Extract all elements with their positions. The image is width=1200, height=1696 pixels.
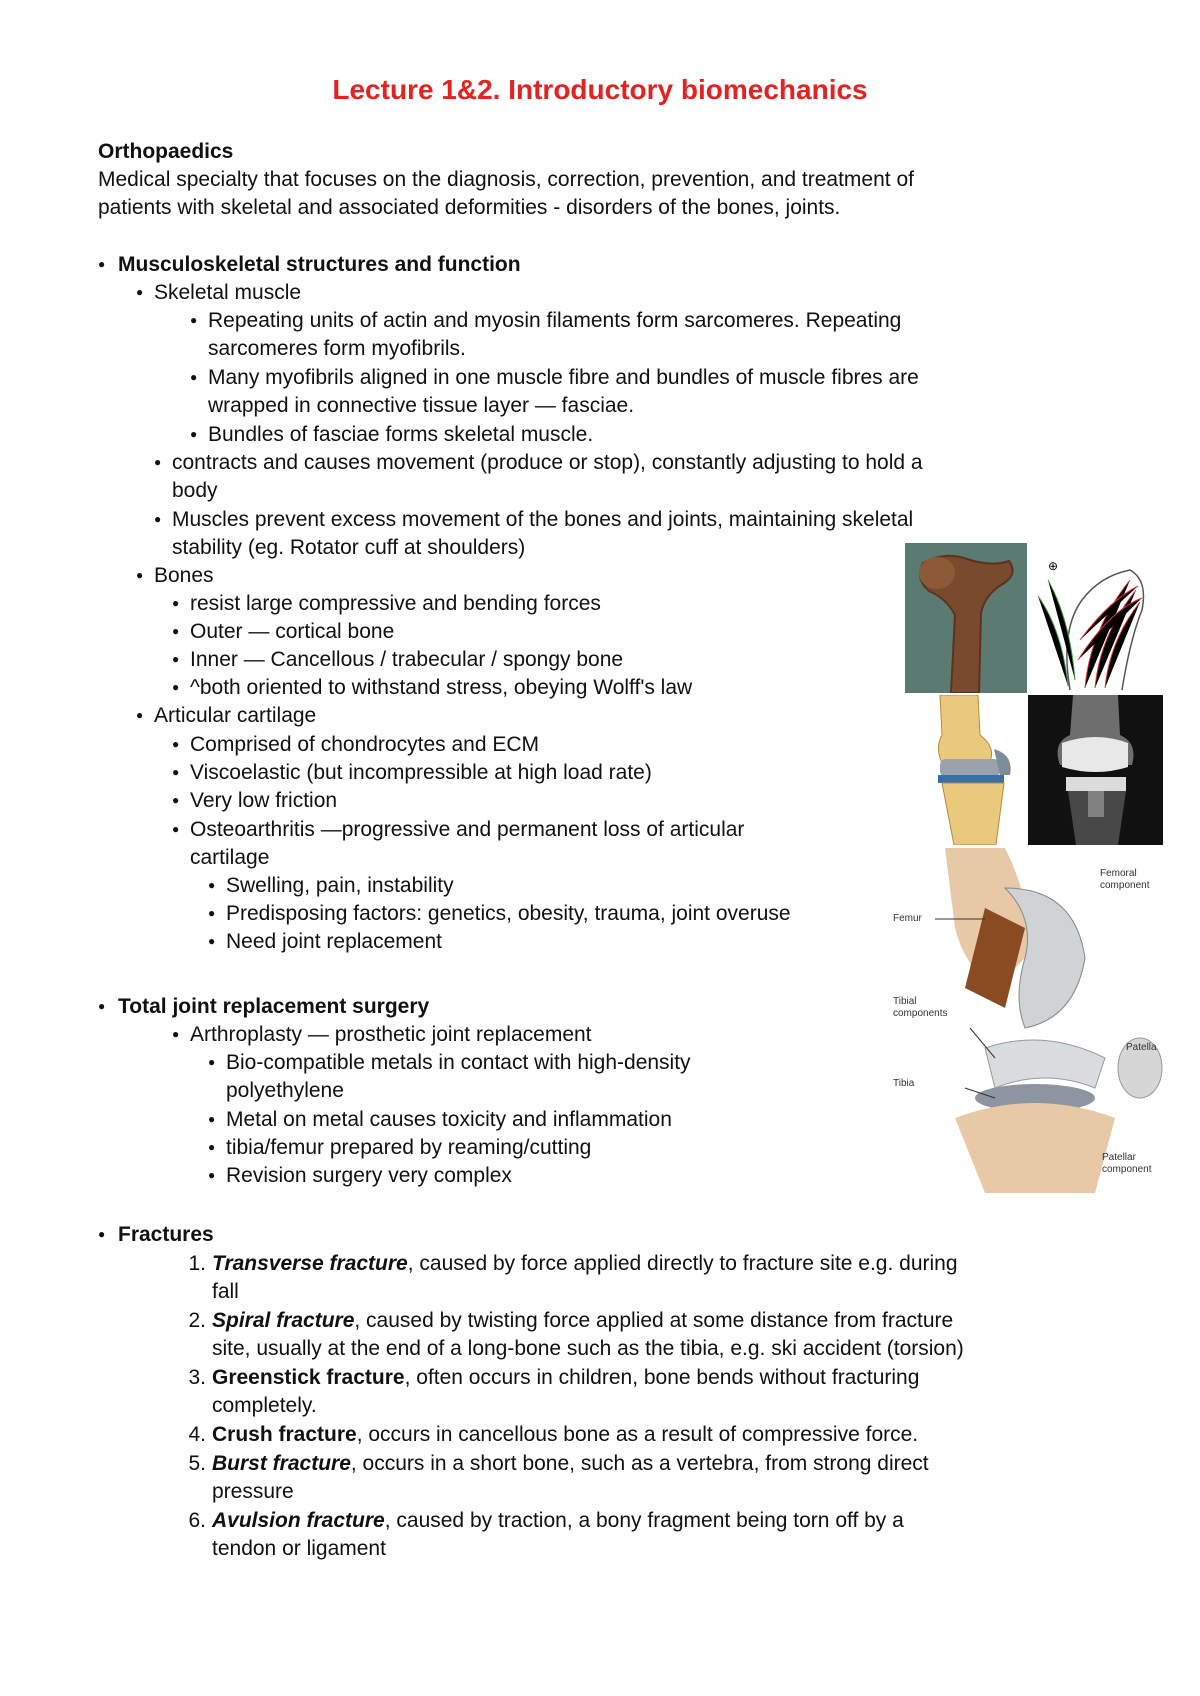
fractures-heading: Fractures bbox=[118, 1223, 214, 1246]
bones-sub-1: resist large compressive and bending forces bbox=[190, 592, 601, 615]
fracture-item-line-2: tendon or ligament bbox=[212, 1537, 386, 1560]
tjr-sub-1-line-2: polyethylene bbox=[226, 1079, 344, 1102]
fracture-term: Spiral fracture bbox=[212, 1309, 355, 1332]
femur-label: Femur bbox=[893, 913, 922, 924]
patella-label: Patella bbox=[1126, 1042, 1157, 1053]
bullet-icon: ● bbox=[154, 455, 162, 469]
tjr-heading: Total joint replacement surgery bbox=[118, 995, 430, 1018]
fracture-item-line-1 bbox=[212, 1364, 919, 1391]
sarcomere-item-line-1: Repeating units of actin and myosin filaments form sarcomeres. Repeating bbox=[208, 309, 902, 332]
tibial-components-label: Tibial components bbox=[893, 996, 948, 1019]
bullet-icon: ● bbox=[136, 708, 144, 722]
cartilage-item: Articular cartilage bbox=[154, 704, 317, 727]
bullet-icon: ● bbox=[208, 878, 216, 892]
fracture-term: Transverse fracture bbox=[212, 1252, 408, 1275]
bullet-icon: ● bbox=[190, 370, 198, 384]
orthopaedics-heading: Orthopaedics bbox=[98, 140, 234, 163]
stability-item-line-1: Muscles prevent excess movement of the bones and joints, maintaining skeletal bbox=[172, 508, 914, 531]
bullet-icon: ● bbox=[172, 680, 180, 694]
osteoarthritis-line-2: cartilage bbox=[190, 846, 270, 869]
tjr-sub-1-line-1: Bio-compatible metals in contact with high-density bbox=[226, 1051, 691, 1074]
bullet-icon: ● bbox=[172, 822, 180, 836]
tibia-label: Tibia bbox=[893, 1078, 915, 1089]
fracture-item-line-2: site, usually at the end of a long-bone such as the tibia, e.g. ski accident (torsion) bbox=[212, 1337, 964, 1360]
bullet-icon: ● bbox=[136, 285, 144, 299]
fracture-term: Greenstick fracture bbox=[212, 1366, 405, 1389]
bullet-icon: ● bbox=[172, 1027, 180, 1041]
fracture-number: 2. bbox=[188, 1309, 206, 1332]
fracture-number: 6. bbox=[188, 1509, 206, 1532]
fracture-term: Burst fracture bbox=[212, 1452, 351, 1475]
knee-prosthesis-diagram bbox=[925, 848, 1165, 1193]
knee-xray-figure bbox=[1028, 695, 1163, 845]
fracture-item-line-1 bbox=[212, 1307, 953, 1334]
fracture-item-line-1 bbox=[212, 1250, 958, 1277]
tjr-sub-4: Revision surgery very complex bbox=[226, 1164, 512, 1187]
fracture-number: 1. bbox=[188, 1252, 206, 1275]
fracture-item-line-1 bbox=[212, 1421, 918, 1448]
fracture-number: 5. bbox=[188, 1452, 206, 1475]
fracture-description: , occurs in a short bone, such as a vertebra, from strong direct bbox=[350, 1452, 929, 1475]
fracture-term: Avulsion fracture bbox=[212, 1509, 385, 1532]
contracts-item-line-1: contracts and causes movement (produce or stop), constantly adjusting to hold a bbox=[172, 451, 923, 474]
bullet-icon: ● bbox=[172, 596, 180, 610]
bullet-icon: ● bbox=[172, 765, 180, 779]
bullet-icon: ● bbox=[98, 999, 106, 1013]
bullet-icon: ● bbox=[172, 737, 180, 751]
bones-sub-4: ^both oriented to withstand stress, obeying Wolff's law bbox=[190, 676, 693, 699]
bullet-icon: ● bbox=[208, 1168, 216, 1182]
myofibril-item-line-2: wrapped in connective tissue layer — fasciae. bbox=[208, 394, 635, 417]
fracture-item-line-2: completely. bbox=[212, 1394, 317, 1417]
femoral-component-label: Femoral component bbox=[1100, 868, 1150, 891]
cartilage-sub-1: Comprised of chondrocytes and ECM bbox=[190, 733, 539, 756]
fracture-item-line-2: pressure bbox=[212, 1480, 294, 1503]
oa-sub-3: Need joint replacement bbox=[226, 930, 442, 953]
fracture-term: Crush fracture bbox=[212, 1423, 357, 1446]
bullet-icon: ● bbox=[172, 652, 180, 666]
tjr-sub-3: tibia/femur prepared by reaming/cutting bbox=[226, 1136, 592, 1159]
bones-sub-2: Outer — cortical bone bbox=[190, 620, 395, 643]
contracts-item-line-2: body bbox=[172, 479, 218, 502]
orthopaedics-line-1: Medical specialty that focuses on the diagnosis, correction, prevention, and treatment of bbox=[98, 168, 914, 191]
bullet-icon: ● bbox=[208, 1140, 216, 1154]
osteoarthritis-line-1: Osteoarthritis —progressive and permanent loss of articular bbox=[190, 818, 745, 841]
musculoskeletal-heading: Musculoskeletal structures and function bbox=[118, 253, 521, 276]
femur-photo-figure bbox=[905, 543, 1027, 693]
bullet-icon: ● bbox=[208, 934, 216, 948]
fasciae-item: Bundles of fasciae forms skeletal muscle. bbox=[208, 423, 594, 446]
fracture-number: 4. bbox=[188, 1423, 206, 1446]
fracture-item-line-1 bbox=[212, 1450, 929, 1477]
fracture-item-line-2: fall bbox=[212, 1280, 239, 1303]
orthopaedics-line-2: patients with skeletal and associated deformities - disorders of the bones, joints. bbox=[98, 196, 841, 219]
arthroplasty-item: Arthroplasty — prosthetic joint replacement bbox=[190, 1023, 592, 1046]
fracture-number: 3. bbox=[188, 1366, 206, 1389]
fracture-description: , often occurs in children, bone bends without fracturing bbox=[404, 1366, 920, 1389]
page-title: Lecture 1&2. Introductory biomechanics bbox=[332, 74, 868, 105]
bullet-icon: ● bbox=[136, 568, 144, 582]
fracture-item-line-1 bbox=[212, 1507, 904, 1534]
cartilage-sub-2: Viscoelastic (but incompressible at high load rate) bbox=[190, 761, 652, 784]
bullet-icon: ● bbox=[208, 906, 216, 920]
bullet-icon: ● bbox=[154, 512, 162, 526]
myofibril-item-line-1: Many myofibrils aligned in one muscle fibre and bundles of muscle fibres are bbox=[208, 366, 919, 389]
stability-item-line-2: stability (eg. Rotator cuff at shoulders) bbox=[172, 536, 526, 559]
fracture-description: , occurs in cancellous bone as a result of compressive force. bbox=[356, 1423, 919, 1446]
sarcomere-item-line-2: sarcomeres form myofibrils. bbox=[208, 337, 466, 360]
bullet-icon: ● bbox=[98, 1227, 106, 1241]
fracture-description: , caused by traction, a bony fragment being torn off by a bbox=[384, 1509, 904, 1532]
bones-item: Bones bbox=[154, 564, 214, 587]
patellar-component-label: Patellar component bbox=[1102, 1152, 1152, 1175]
knee-illustration-figure bbox=[918, 695, 1026, 845]
bullet-icon: ● bbox=[190, 427, 198, 441]
skeletal-muscle-item: Skeletal muscle bbox=[154, 281, 302, 304]
bullet-icon: ● bbox=[208, 1112, 216, 1126]
fracture-description: , caused by twisting force applied at some distance from fracture bbox=[354, 1309, 954, 1332]
bullet-icon: ● bbox=[172, 624, 180, 638]
fracture-description: , caused by force applied directly to fracture site e.g. during bbox=[407, 1252, 958, 1275]
svg-text:⊕: ⊕ bbox=[1048, 559, 1059, 573]
bones-sub-3: Inner — Cancellous / trabecular / spongy bone bbox=[190, 648, 624, 671]
cartilage-sub-3: Very low friction bbox=[190, 789, 338, 812]
oa-sub-2: Predisposing factors: genetics, obesity, trauma, joint overuse bbox=[226, 902, 791, 925]
bullet-icon: ● bbox=[190, 313, 198, 327]
oa-sub-1: Swelling, pain, instability bbox=[226, 874, 454, 897]
bullet-icon: ● bbox=[98, 257, 106, 271]
bullet-icon: ● bbox=[208, 1055, 216, 1069]
bullet-icon: ● bbox=[172, 793, 180, 807]
trabecular-diagram-figure bbox=[1030, 540, 1155, 692]
tjr-sub-2: Metal on metal causes toxicity and inflammation bbox=[226, 1108, 672, 1131]
